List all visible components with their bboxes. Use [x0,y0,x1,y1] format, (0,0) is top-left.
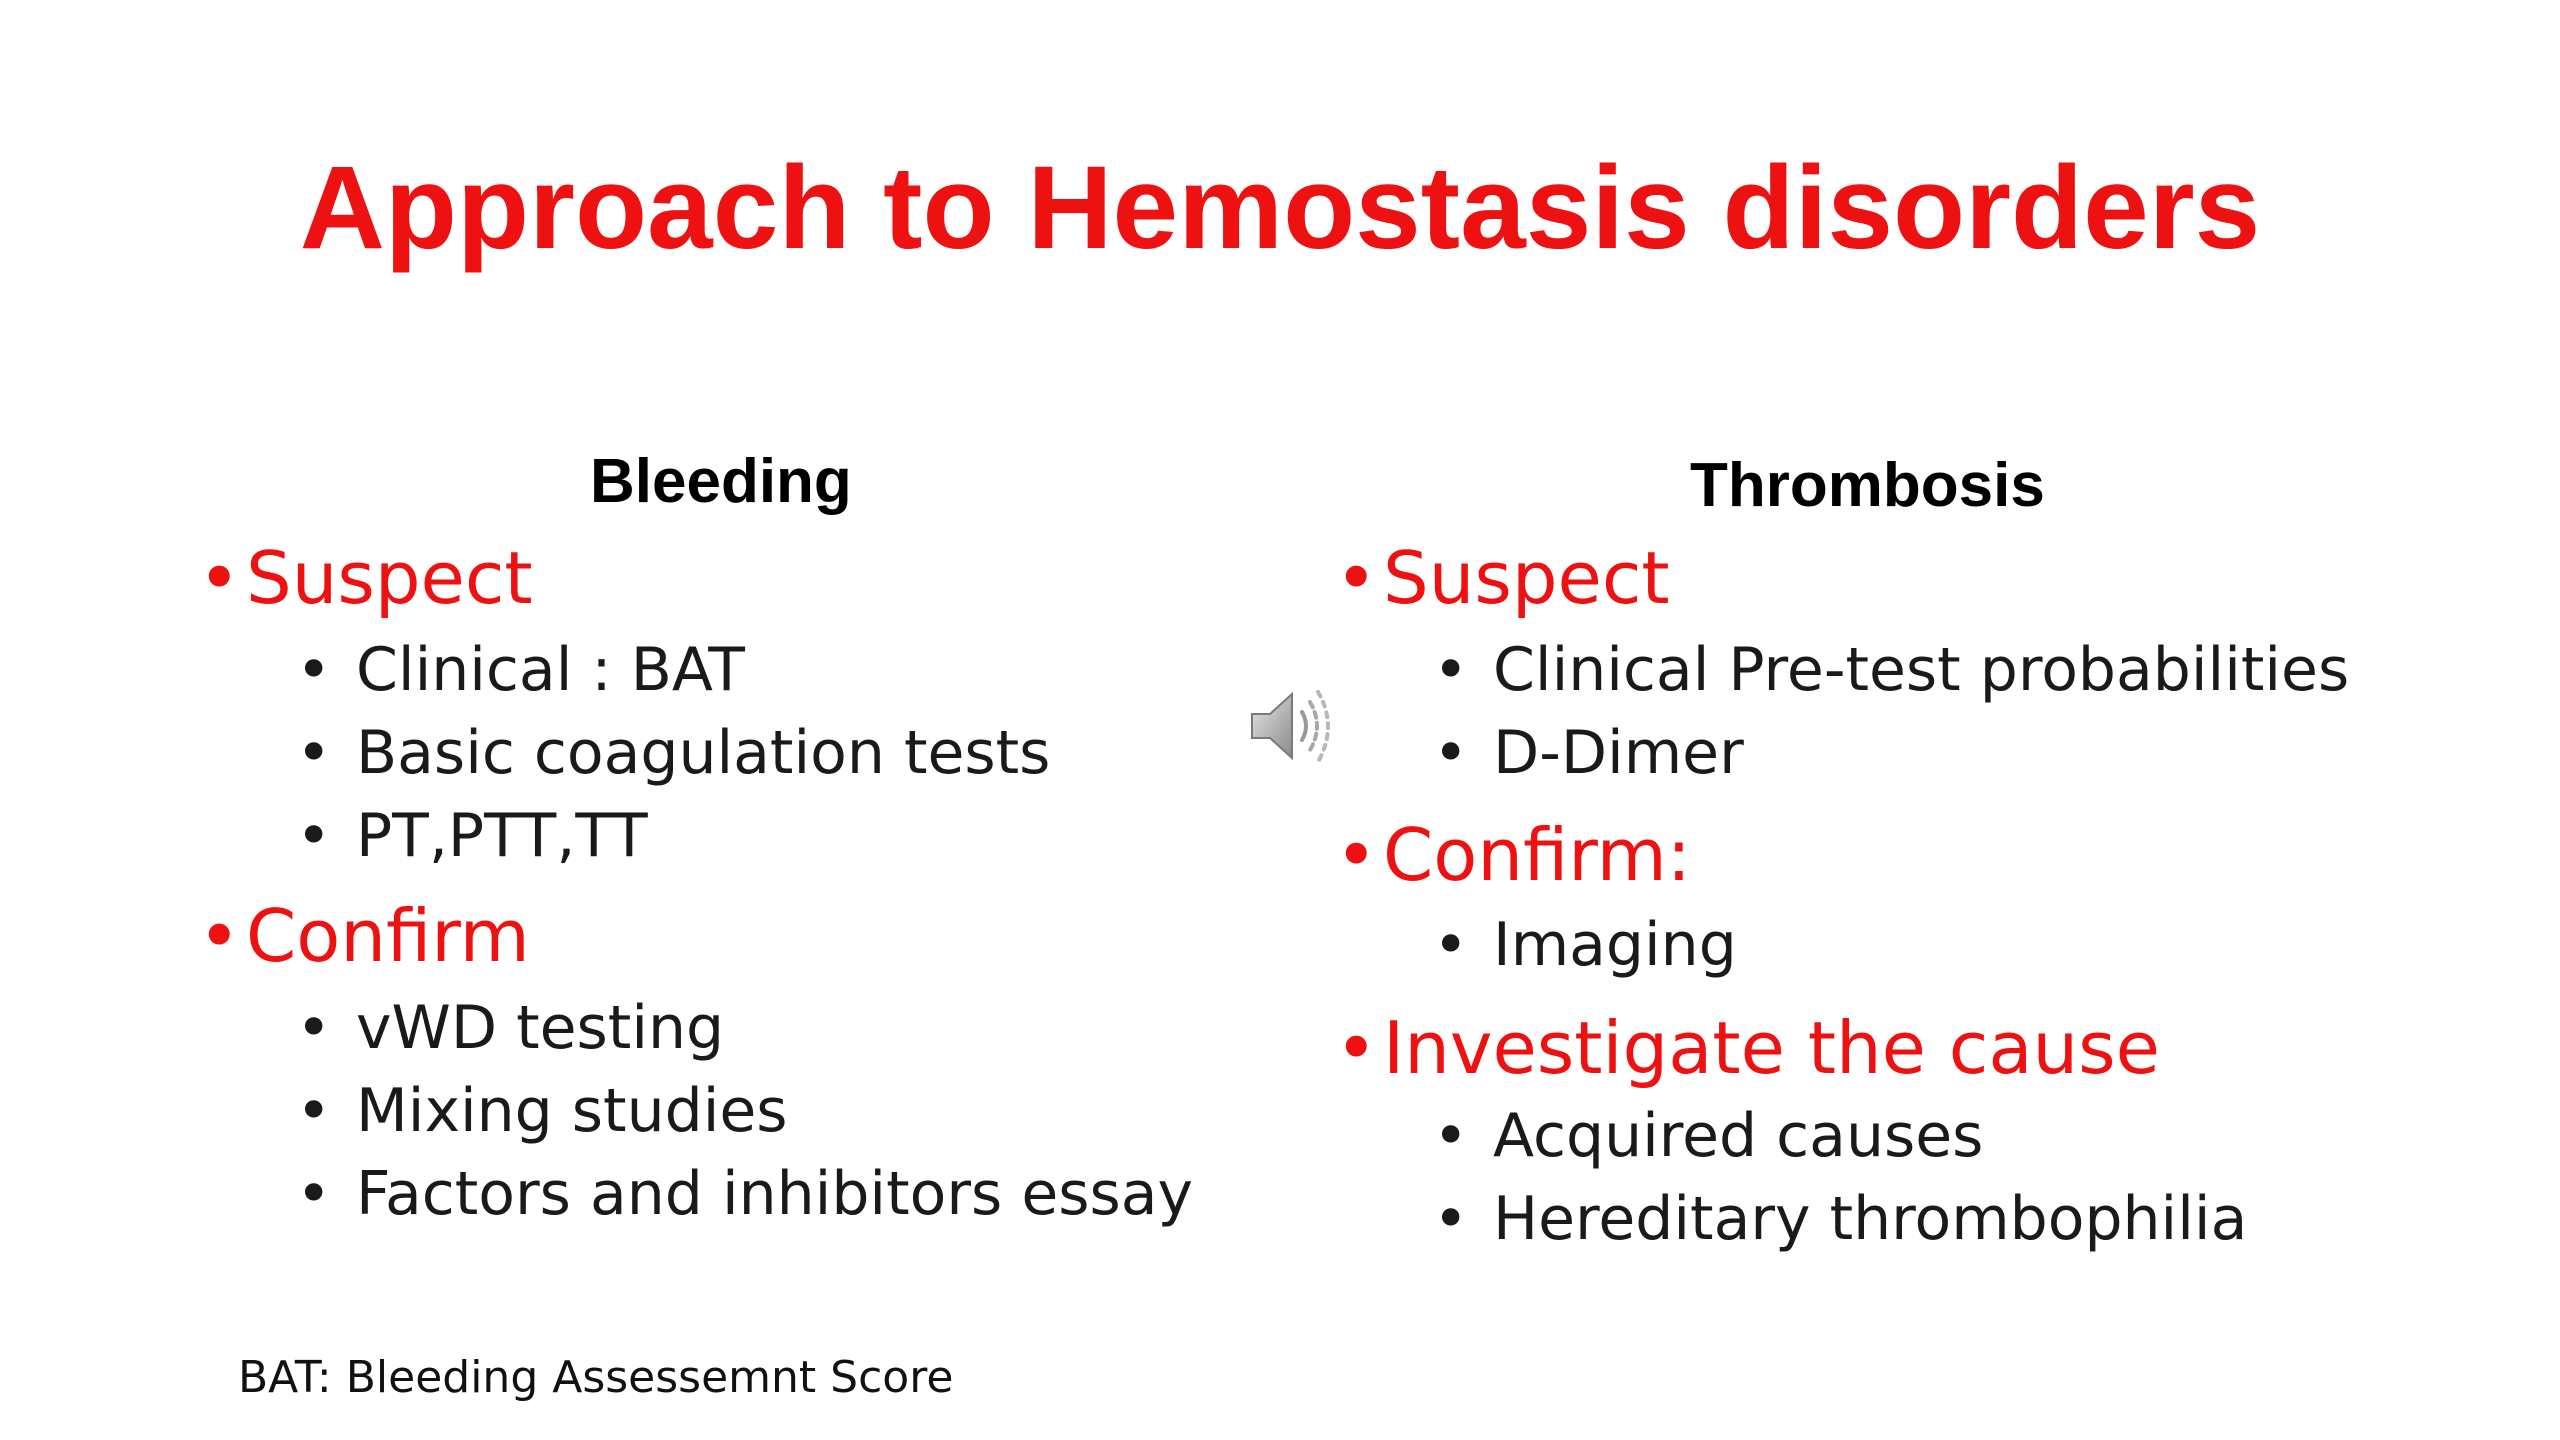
list-item-text: Factors and inhibitors essay [356,1159,1194,1229]
bleeding-confirm-label: Confirm [246,894,530,978]
bullet: • [1335,813,1378,897]
list-item [296,715,1050,791]
list-item-text: vWD testing [356,993,725,1063]
list-item [1433,907,1737,983]
bullet: • [1433,635,1469,705]
bullet: • [296,1076,332,1146]
bullet: • [296,1159,332,1229]
thrombosis-suspect-label: Suspect [1383,536,1670,620]
list-item [296,1156,1193,1232]
slide-title: Approach to Hemostasis disorders [299,142,2261,274]
bullet: • [1433,718,1469,788]
list-item-text: Acquired causes [1493,1101,1984,1171]
bleeding-suspect-label: Suspect [246,536,533,620]
list-item-text: Clinical : BAT [356,635,745,705]
thrombosis-suspect-item [1335,533,1670,623]
bullet: • [1433,1101,1469,1171]
list-item [1433,1098,1983,1174]
footnote: BAT: Bleeding Assessemnt Score [238,1352,954,1403]
list-item-text: D-Dimer [1493,718,1744,788]
list-item-text: Clinical Pre-test probabilities [1493,635,2350,705]
list-item [296,990,724,1066]
bullet: • [296,801,332,871]
list-item [296,1073,788,1149]
thrombosis-investigate-label: Investigate the cause [1383,1006,2160,1090]
list-item [1433,632,2349,708]
list-item [296,798,648,874]
list-item [1433,1181,2247,1257]
bullet: • [1433,1184,1469,1254]
bullet: • [296,635,332,705]
speaker-icon[interactable] [1246,684,1336,768]
bullet: • [1335,1006,1378,1090]
list-item [1433,715,1744,791]
thrombosis-investigate-item [1335,1003,2160,1093]
thrombosis-heading: Thrombosis [1690,451,2045,520]
list-item [296,632,745,708]
bullet: • [198,894,241,978]
thrombosis-confirm-item [1335,810,1691,900]
list-item-text: Imaging [1493,910,1737,980]
bleeding-suspect-item [198,533,533,623]
bullet: • [1335,536,1378,620]
bleeding-confirm-item [198,891,530,981]
list-item-text: Mixing studies [356,1076,788,1146]
list-item-text: PT,PTT,TT [356,801,648,871]
bullet: • [296,993,332,1063]
list-item-text: Basic coagulation tests [356,718,1051,788]
bullet: • [296,718,332,788]
bleeding-heading: Bleeding [590,447,852,516]
list-item-text: Hereditary thrombophilia [1493,1184,2248,1254]
thrombosis-confirm-label: Confirm: [1383,813,1692,897]
bullet: • [198,536,241,620]
bullet: • [1433,910,1469,980]
